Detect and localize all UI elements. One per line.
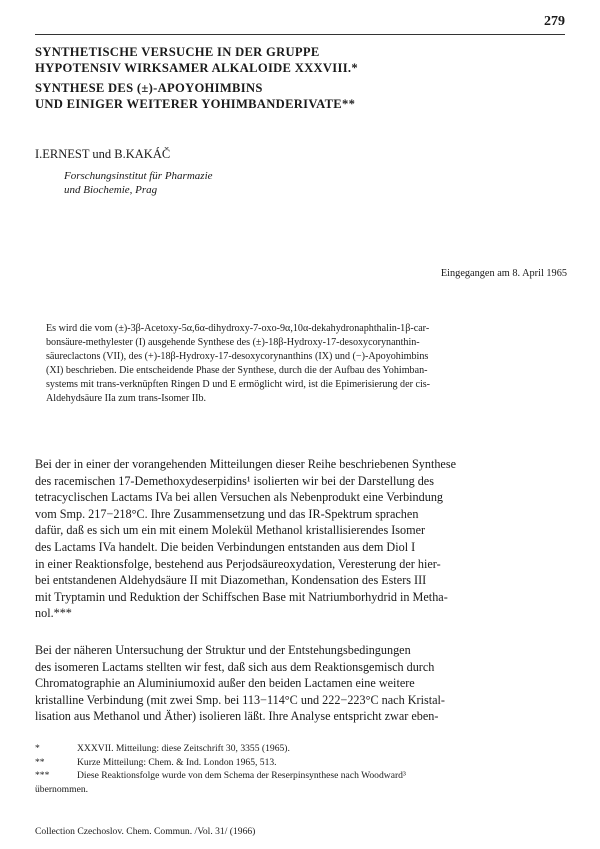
abstract-line: systems mit trans-verknüpften Ringen D und E ermöglicht wird, ist die Epimerisierung der cis- [46,379,431,391]
page-number: 279 [544,14,565,29]
authors: I.ERNEST und B.KAKÁČ [35,147,171,161]
journal-citation: Collection Czechoslov. Chem. Commun. /Vol. 31/ (1966) [35,826,256,837]
footnotes [35,742,571,796]
footnote-mark: * [35,743,40,754]
body-line: des isomeren Lactams stellten wir fest, daß sich aus dem Reaktionsgemisch durch [35,659,435,674]
title-line: SYNTHETISCHE VERSUCHE IN DER GRUPPE [35,45,320,59]
body-line: des racemischen 17-Demethoxydeserpidins¹ isolierten wir bei der Darstellung des [35,473,434,488]
affiliation [64,169,213,197]
body-line: lisation aus Methanol und Äther) isolieren läßt. Ihre Analyse entspricht zwar eben- [35,709,439,724]
body-paragraph-2 [35,642,571,725]
abstract-line: (XI) beschrieben. Die entscheidende Phase der Synthese, durch die der Aufbau des Yohimban- [46,365,428,377]
title-line: HYPOTENSIV WIRKSAMER ALKALOIDE XXXVIII.* [35,61,358,75]
body-line: Chromatographie an Aluminiumoxid außer den beiden Lactamen eine weitere [35,676,415,691]
body-line: in einer Reaktionsfolge, bestehend aus Perjodsäureoxydation, Veresterung der hier- [35,556,441,571]
footnote-text: Diese Reaktionsfolge wurde von dem Schema der Reserpinsynthese nach Woodward³ [77,770,406,782]
received-date: Eingegangen am 8. April 1965 [440,268,567,279]
body-line: mit Tryptamin und Reduktion der Schiffschen Base mit Natriumborhydrid in Metha- [35,589,448,604]
title-line: UND EINIGER WEITERER YOHIMBANDERIVATE** [35,97,356,111]
article-title [35,44,575,112]
abstract-line: Es wird die vom (±)-3β-Acetoxy-5α,6α-dihydroxy-7-oxo-9α,10α-dekahydronaphthalin-1β-car- [46,323,430,334]
body-paragraph-1 [35,456,571,622]
body-line: nol.*** [35,606,72,621]
body-line: dafür, daß es sich um ein mit einem Molekül Methanol kristallisierendes Isomer [35,523,426,538]
body-line: kristalline Verbindung (mit zwei Smp. bei 113−114°C und 222−223°C nach Kristal- [35,692,445,707]
body-line: Bei der näheren Untersuchung der Struktur und der Entstehungsbedingungen [35,643,411,657]
body-line: vom Smp. 217−218°C. Ihre Zusammensetzung und das IR-Spektrum sprachen [35,506,419,521]
footnote [35,742,571,756]
affiliation-line: Forschungsinstitut für Pharmazie [64,170,213,182]
body-line: bei entstandenen Aldehydsäure II mit Diazomethan, Kondensation des Esters III [35,573,427,588]
affiliation-line: und Biochemie, Prag [64,184,158,196]
footnote [35,769,571,783]
footnote-text: XXXVII. Mitteilung: diese Zeitschrift 30, 3355 (1965). [77,743,290,754]
footnote-text: Kurze Mitteilung: Chem. & Ind. London 1965, 513. [77,756,277,768]
body-line: des Lactams IVa handelt. Die beiden Verbindungen entstanden aus dem Diol I [35,539,416,554]
footnote-mark: ** [35,756,45,768]
footnote [35,783,571,797]
abstract-line: Aldehydsäure IIa zum trans-Isomer IIb. [46,393,207,405]
abstract-line: bonsäure-methylester (I) ausgehende Synthese des (±)-18β-Hydroxy-17-desoxycorynanthin- [46,337,420,349]
footnote-text: übernommen. [35,783,89,795]
footnote-mark: *** [35,770,50,782]
title-line: SYNTHESE DES (±)-APOYOHIMBINS [35,81,263,95]
body-line: Bei der in einer der vorangehenden Mitteilungen dieser Reihe beschriebenen Synthese [35,457,456,471]
footnote [35,756,571,770]
body-line: tetracyclischen Lactams IVa bei allen Versuchen als Nebenprodukt eine Verbindung [35,490,444,505]
header-rule [35,34,565,35]
abstract [46,322,568,407]
abstract-line: säureclactons (VII), des (+)-18β-Hydroxy-17-desoxycorynanthins (IX) und (−)-Apoyohimbins [46,351,429,363]
